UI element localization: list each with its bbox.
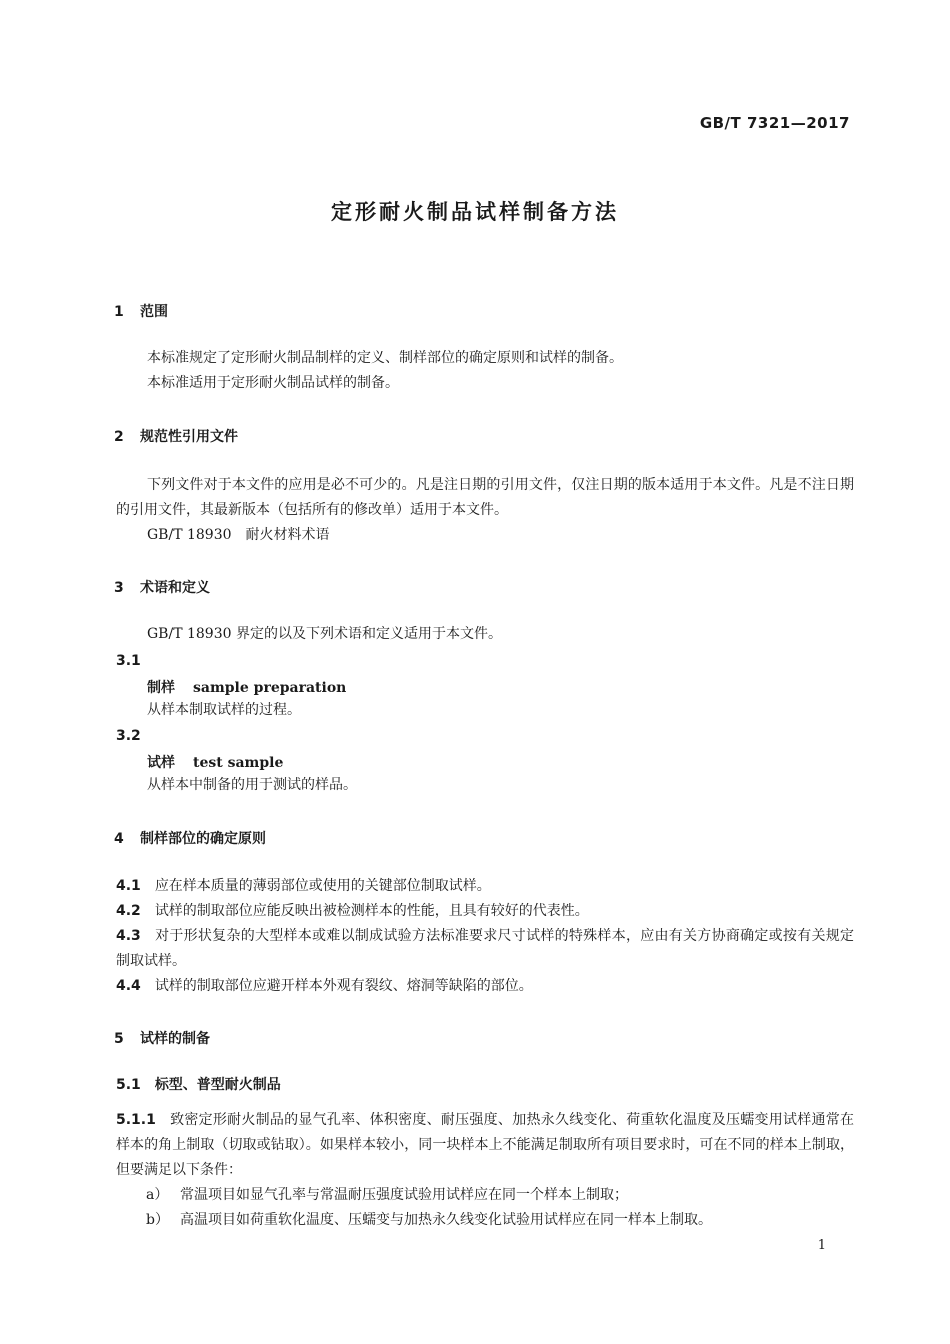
section-2-heading: [114, 426, 238, 446]
clause-number: 4.4: [116, 978, 141, 994]
section-title: 制样部位的确定原则: [140, 831, 266, 847]
section-number: 3: [114, 580, 124, 596]
term-number: 3.1: [116, 653, 141, 669]
clause-text: 对于形状复杂的大型样本或难以制成试验方法标准要求尺寸试样的特殊样本，应由有关方协商确定或按有关规定制取试样。: [116, 928, 854, 969]
section-number: 4: [114, 831, 124, 847]
section-title: 试样的制备: [140, 1031, 210, 1047]
term-definition: 从样本中制备的用于测试的样品。: [147, 777, 357, 793]
paragraph: 下列文件对于本文件的应用是必不可少的。凡是注日期的引用文件，仅注日期的版本适用于本文件。凡是不注日期的引用文件，其最新版本（包括所有的修改单）适用于本文件。: [116, 477, 854, 518]
section-title: 规范性引用文件: [140, 429, 238, 445]
section-1-heading: [114, 301, 168, 321]
clause-number: 4.3: [116, 928, 141, 944]
paragraph: 本标准规定了定形耐火制品制样的定义、制样部位的确定原则和试样的制备。: [147, 350, 623, 366]
section-5-heading: [114, 1028, 210, 1048]
list-text: 高温项目如荷重软化温度、压蠕变与加热永久线变化试验用试样应在同一样本上制取。: [180, 1212, 712, 1228]
list-text: 常温项目如显气孔率与常温耐压强度试验用试样应在同一个样本上制取；: [180, 1187, 628, 1203]
list-item: [116, 874, 854, 899]
section-title: 范围: [140, 304, 168, 320]
term-number: 3.2: [116, 728, 141, 744]
page-number: 1: [817, 1238, 826, 1253]
subsection-heading: [116, 1074, 281, 1094]
clause-number: 4.2: [116, 903, 141, 919]
term-entry: [147, 752, 283, 772]
list-item: [146, 1183, 628, 1208]
term-definition: 从样本制取试样的过程。: [147, 702, 301, 718]
section-3-heading: [114, 577, 210, 597]
term-entry: [147, 677, 346, 697]
paragraph: 本标准适用于定形耐火制品试样的制备。: [147, 375, 399, 391]
clause-text: 致密定形耐火制品的显气孔率、体积密度、耐压强度、加热永久线变化、荷重软化温度及压蠕变用试样通常在样本的角上制取（切取或钻取）。如果样本较小，同一块样本上不能满足制取所有项目要求时，可在不同的样本上制取，但要满足以下条件：: [116, 1112, 854, 1178]
clause-text: 试样的制取部位应能反映出被检测样本的性能，且具有较好的代表性。: [154, 903, 589, 919]
section-number: 1: [114, 304, 124, 320]
standard-number: GB/T 7321—2017: [699, 114, 850, 132]
term-zh: 试样: [147, 755, 175, 771]
list-marker: a）: [146, 1187, 169, 1203]
clause-paragraph: [116, 1108, 854, 1183]
document-title: 定形耐火制品试样制备方法: [331, 200, 619, 224]
section-4-heading: [114, 828, 266, 848]
section-number: 5: [114, 1031, 124, 1047]
list-item: [146, 1208, 712, 1233]
list-item: [116, 899, 854, 924]
clause-text: 应在样本质量的薄弱部位或使用的关键部位制取试样。: [154, 878, 491, 894]
list-item: [116, 924, 854, 974]
clause-number: 5.1.1: [116, 1112, 156, 1128]
subsection-number: 5.1: [116, 1077, 141, 1093]
term-en: test sample: [193, 755, 284, 771]
term-zh: 制样: [147, 680, 175, 696]
clause-text: 试样的制取部位应避开样本外观有裂纹、熔洞等缺陷的部位。: [154, 978, 533, 994]
term-en: sample preparation: [193, 680, 347, 696]
paragraph: GB/T 18930 界定的以及下列术语和定义适用于本文件。: [147, 626, 502, 642]
section-title: 术语和定义: [140, 580, 210, 596]
section-number: 2: [114, 429, 124, 445]
list-item: [116, 974, 854, 999]
normative-reference: GB/T 18930 耐火材料术语: [147, 527, 330, 543]
clause-number: 4.1: [116, 878, 141, 894]
subsection-title: 标型、普型耐火制品: [154, 1077, 281, 1093]
list-marker: b）: [146, 1212, 169, 1228]
